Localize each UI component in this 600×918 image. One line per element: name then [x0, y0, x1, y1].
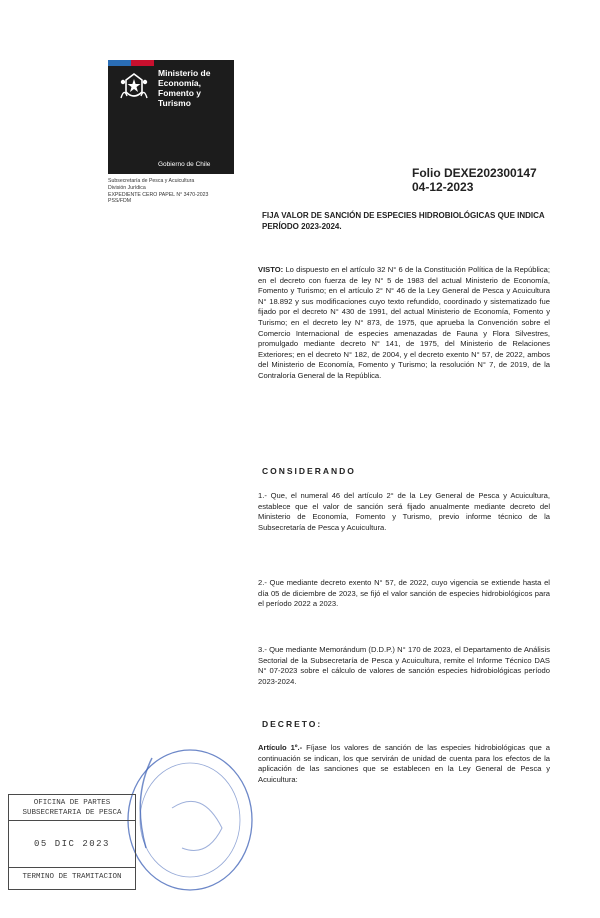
stamp-date: 05 DIC 2023: [34, 839, 110, 849]
document-meta: [108, 178, 208, 205]
coat-of-arms-icon: [118, 70, 150, 106]
folio-date: 04-12-2023: [412, 180, 474, 194]
ministry-name: [158, 68, 232, 108]
article-1-paragraph: [258, 743, 550, 785]
ministry-line: Turismo: [158, 98, 191, 108]
ministry-line: Fomento y: [158, 88, 201, 98]
document-title: FIJA VALOR DE SANCIÓN DE ESPECIES HIDROBIOLÓGICAS QUE INDICA PERÍODO 2023-2024.: [262, 211, 545, 231]
considerando-item: 3.- Que mediante Memorándum (D.D.P.) N° 170 de 2023, el Departamento de Análisis Sectorial de la Subsecretaría de Pesca y Acuicultura, remite el Informe Técnico DAS N° 07-2023 sobre el cálculo de valores de sanción especies hidrobiológicas período 2023-2024.: [258, 645, 550, 686]
flag-bar: [108, 60, 154, 66]
meta-line: Subsecretaría de Pesca y Acuicultura: [108, 178, 195, 184]
folio-number: Folio DEXE202300147: [412, 166, 537, 180]
stamp-divider: [9, 820, 135, 821]
stamp-divider: [9, 867, 135, 868]
folio-block: [412, 166, 537, 194]
meta-line: PSS/FDM: [108, 198, 132, 205]
government-label: Gobierno de Chile: [158, 161, 211, 168]
visto-label: VISTO:: [258, 265, 286, 274]
ministry-line: Economía,: [158, 78, 201, 88]
visto-text: Lo dispuesto en el artículo 32 N° 6 de la Constitución Política de la República; en el decreto con fuerza de ley N° 5 de 1983 del actual Ministerio de Economía, Fomento y Turismo; en el artículo 2° N° 46 de la Ley General de Pesca y Acuicultura N° 18.892 y sus modificaciones cuyo texto refundido, coordinado y sistematizado fue fijado por el decreto N° 430 de 1991, del actual Ministerio de Economía, Fomento y Turismo; en el decreto ley N° 873, de 1975, que aprueba la Convención sobre el Comercio Internacional de especies amenazadas de Fauna y Flora Silvestres, promulgado mediante decreto N° 141, de 1975, del Ministerio de Relaciones Exteriores; en el decreto N° 182, de 2004, y el decreto exento N° 57, de 2022, ambos del Ministerio de Economía, Fomento y Turismo; la resolución N° 7, de 2019, de la Contraloría General de la República.: [258, 265, 550, 380]
considerando-item: 2.- Que mediante decreto exento N° 57, de 2022, cuyo vigencia se extiende hasta el día 05 de diciembre de 2023, se fijó el valor sanción de especies hidrobiológicos para el período 2022 a 2023.: [258, 578, 550, 609]
considerando-item: 1.- Que, el numeral 46 del artículo 2° de la Ley General de Pesca y Acuicultura, establece que el valor de sanción será fijado anualmente mediante decreto del Ministerio de Economía, Fomento y Turismo, previo informe técnico de la Subsecretaría de Pesca y Acuicultura.: [258, 491, 550, 532]
reception-stamp: [8, 794, 136, 890]
article-label: Artículo 1º.-: [258, 743, 307, 752]
decreto-heading: DECRETO:: [262, 719, 323, 729]
visto-paragraph: [258, 265, 550, 382]
ministry-logo: [108, 60, 234, 174]
ministry-line: Ministerio de: [158, 68, 211, 78]
stamp-department: SUBSECRETARIA DE PESCA: [22, 809, 122, 817]
article-text: Fíjase los valores de sanción de las especies hidrobiológicas que a continuación se indican, los que servirán de unidad de cuenta para los efectos de la aplicación de las sanciones que se establecen en la Ley General de Pesca y Acuicultura:: [258, 743, 550, 784]
stamp-footer: TERMINO DE TRAMITACION: [22, 873, 122, 881]
meta-line: División Jurídica: [108, 184, 146, 191]
stamp-office: OFICINA DE PARTES: [33, 799, 111, 807]
considerando-heading: CONSIDERANDO: [262, 466, 356, 476]
meta-line: EXPEDIENTE CERO PAPEL N° 3470-2023: [108, 191, 209, 198]
